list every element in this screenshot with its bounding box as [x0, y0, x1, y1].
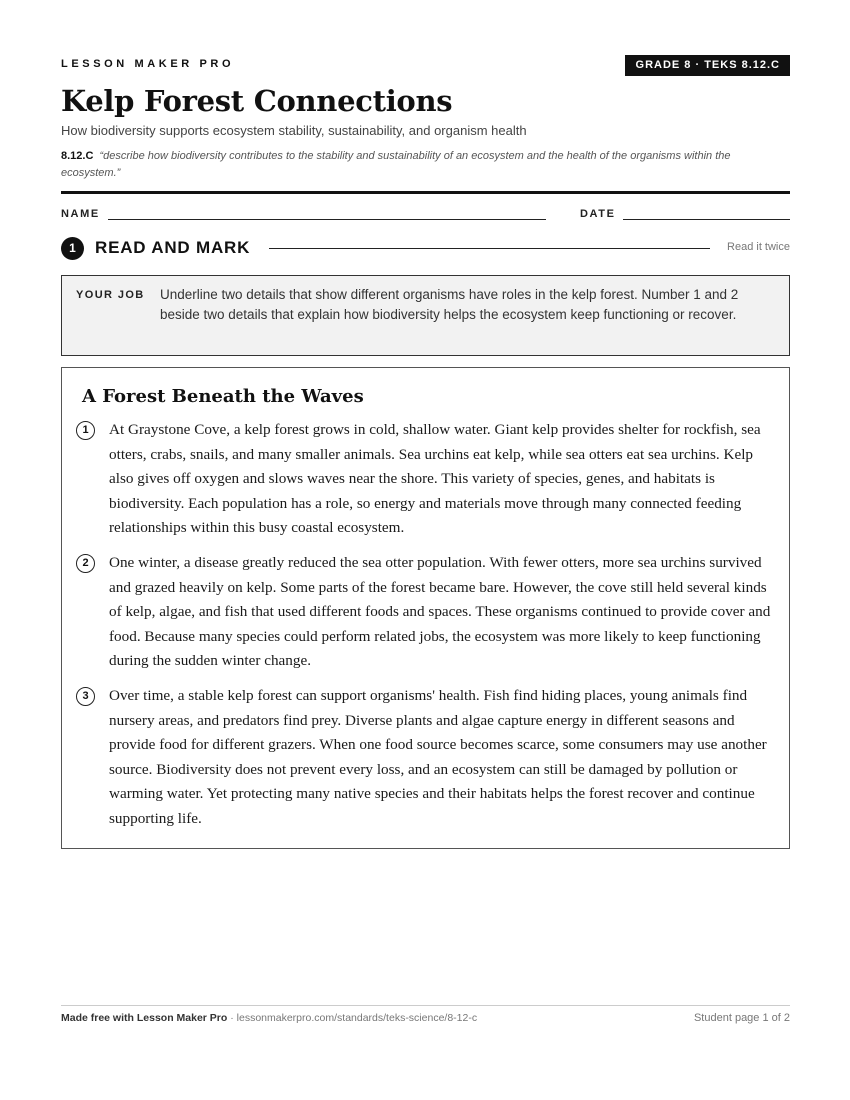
footer-page-number: Student page 1 of 2 — [693, 1012, 790, 1024]
footer-url[interactable]: lessonmakerpro.com/standards/teks-science/8-12-c — [236, 1012, 478, 1024]
grade-badge: GRADE 8 · TEKS 8.12.C — [625, 55, 790, 76]
standard-statement — [61, 148, 790, 182]
paragraph-number-badge: 3 — [76, 687, 95, 706]
standard-code: 8.12.C — [61, 150, 94, 162]
date-label: DATE — [580, 208, 616, 220]
paragraph-text: One winter, a disease greatly reduced the sea otter population. With fewer otters, more sea urchins survived and grazed heavily on kelp. Some parts of the forest became bare. However, the cove still held several kinds of kelp, algae, and fish that used different foods and spaces. These organisms continued to provide cover and food. Because many species could perform related jobs, the ecosystem was more likely to keep functioning during the sudden winter change. — [109, 554, 771, 669]
job-label: YOUR JOB — [76, 289, 145, 301]
section-title: READ AND MARK — [95, 238, 251, 257]
footer-separator: · — [227, 1012, 237, 1024]
date-field[interactable] — [623, 219, 790, 220]
brand-name: LESSON MAKER PRO — [61, 58, 235, 70]
paragraph-number-badge: 1 — [76, 421, 95, 440]
footer-divider — [61, 1005, 790, 1006]
paragraph-text: At Graystone Cove, a kelp forest grows in cold, shallow water. Giant kelp provides shelter for rockfish, sea otters, crabs, snails, and many smaller animals. Sea urchins eat kelp, while sea otters eat sea urchins. Kelp also gives off oxygen and slows waves near the shore. This variety of species, genes, and habitats is biodiversity. Each population has a role, so energy and materials move through many connected feeding relationships within this busy coastal ecosystem. — [109, 421, 761, 536]
page-subtitle: How biodiversity supports ecosystem stability, sustainability, and organism health — [61, 123, 527, 138]
page-title: Kelp Forest Connections — [61, 84, 453, 118]
section-divider — [269, 248, 710, 249]
name-field[interactable] — [108, 219, 546, 220]
paragraph-text: Over time, a stable kelp forest can support organisms' health. Fish find hiding places, young animals find nursery areas, and predators find prey. Diverse plants and algae capture energy in different seasons and provide food for different grazers. When one food source becomes scarce, some consumers may use another source. Biodiversity does not prevent every loss, and an ecosystem can still be damaged by pollution or warming water. Yet protecting many native species and their habitats helps the forest recover and continue supporting life. — [109, 687, 767, 827]
name-date-row — [61, 207, 790, 223]
footer-credit — [61, 1012, 477, 1024]
section-number-badge: 1 — [61, 237, 84, 260]
reading-passage-box — [61, 367, 790, 849]
job-instructions-box — [61, 275, 790, 356]
section-note: Read it twice — [727, 241, 790, 253]
header-divider — [61, 191, 790, 194]
paragraph-number-badge: 2 — [76, 554, 95, 573]
standard-text: “describe how biodiversity contributes to the stability and sustainability of an ecosystem and the health of the organisms within the ecosystem.” — [61, 150, 731, 179]
worksheet-page — [61, 0, 790, 1100]
footer-brand: Made free with Lesson Maker Pro — [61, 1012, 228, 1024]
reading-title: A Forest Beneath the Waves — [82, 386, 364, 407]
section-header — [61, 236, 790, 260]
header-bar — [61, 55, 790, 79]
name-label: NAME — [61, 208, 100, 220]
job-text: Underline two details that show different organisms have roles in the kelp forest. Number 1 and 2 beside two details that explain how biodiversity helps the ecosystem keep functioning or recover. — [160, 287, 739, 322]
